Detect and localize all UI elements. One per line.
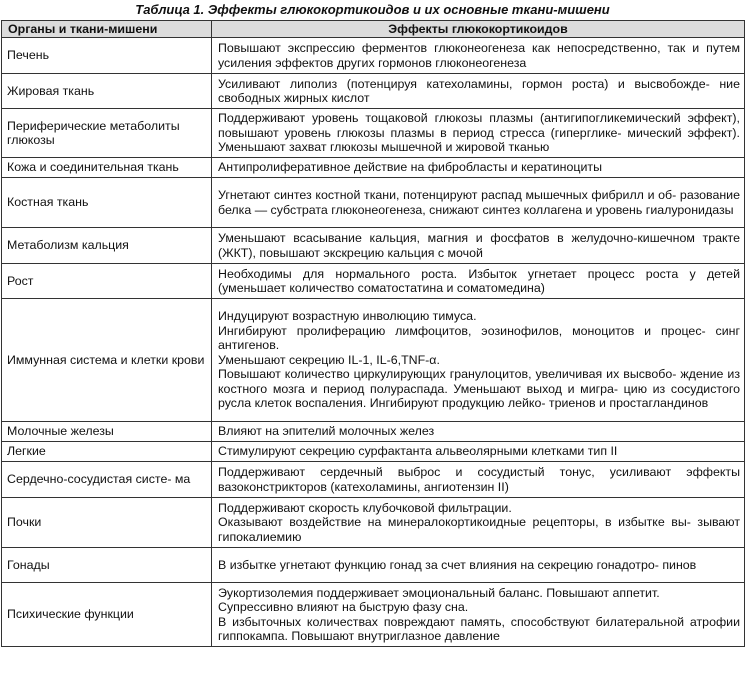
header-effects: Эффекты глюкокортикоидов xyxy=(212,21,745,38)
effect-cell xyxy=(212,583,745,647)
organ-cell: Гонады xyxy=(2,548,212,583)
effect-cell: В избытке угнетают функцию гонад за счет влияния на секрецию гонадотро- пинов xyxy=(212,548,745,583)
table-row xyxy=(2,264,745,299)
glucocorticoid-effects-table xyxy=(1,20,745,647)
table-row xyxy=(2,228,745,264)
effect-cell: Стимулируют секрецию сурфактанта альвеолярными клетками тип II xyxy=(212,442,745,462)
effect-line: Уменьшают секрецию IL-1, IL-6,TNF-α. xyxy=(218,352,440,367)
table-row xyxy=(2,109,745,158)
organ-cell: Сердечно-сосудистая систе- ма xyxy=(2,462,212,498)
organ-cell: Легкие xyxy=(2,442,212,462)
table-row xyxy=(2,442,745,462)
effect-cell: Антипролиферативное действие на фибробласты и кератиноциты xyxy=(212,158,745,178)
effect-cell xyxy=(212,299,745,422)
organ-cell: Иммунная система и клетки крови xyxy=(2,299,212,422)
table-row xyxy=(2,74,745,109)
table-row xyxy=(2,299,745,422)
effect-cell: Угнетают синтез костной ткани, потенцируют распад мышечных фибрилл и об- разование белка — субстрата глюконеогенеза, снижают синтез коллагена и уровень гиалуронидазы xyxy=(212,178,745,228)
table-row xyxy=(2,462,745,498)
effect-cell xyxy=(212,498,745,548)
table-row xyxy=(2,178,745,228)
table-caption: Таблица 1. Эффекты глюкокортикоидов и их основные ткани-мишени xyxy=(135,2,610,17)
effect-line: Супрессивно влияют на быструю фазу сна. xyxy=(218,600,469,614)
table-row xyxy=(2,422,745,442)
organ-cell: Почки xyxy=(2,498,212,548)
table-row xyxy=(2,583,745,647)
header-organs: Органы и ткани-мишени xyxy=(2,21,212,38)
effect-cell: Повышают экспрессию ферментов глюконеогенеза как непосредственно, так и путем усиления эффектов других гормонов глюконеогенеза xyxy=(212,38,745,74)
effect-line: Оказывают воздействие на минералокортикоидные рецепторы, в избытке вы- зывают гипокалиемию xyxy=(218,515,740,544)
table-row xyxy=(2,548,745,583)
effect-cell: Влияют на эпителий молочных желез xyxy=(212,422,745,442)
table-row xyxy=(2,38,745,74)
header-row xyxy=(2,21,745,38)
organ-cell: Печень xyxy=(2,38,212,74)
effect-line: Поддерживают скорость клубочковой фильтрации. xyxy=(218,500,512,515)
organ-cell: Рост xyxy=(2,264,212,299)
effect-line: Ингибируют пролиферацию лимфоцитов, эозинофилов, моноцитов и процес- синг антигенов. xyxy=(218,323,740,353)
effect-cell: Поддерживают сердечный выброс и сосудистый тонус, усиливают эффекты вазоконстрикторов (катехоламины, ангиотензин II) xyxy=(212,462,745,498)
organ-cell: Жировая ткань xyxy=(2,74,212,109)
organ-cell: Психические функции xyxy=(2,583,212,647)
organ-cell: Молочные железы xyxy=(2,422,212,442)
effect-line: В избыточных количествах повреждают память, способствуют билатеральной атрофии гиппокампа. Повышают внутриглазное давление xyxy=(218,614,740,643)
effect-line: Повышают количество циркулирующих гранулоцитов, увеличивая их высвобо- ждение из костного мозга и период полураспада. Уменьшают выход и мигра- цию из сосудистого русла клеток воспаления. Ингибируют продукцию лейко- триенов и простагландинов xyxy=(218,367,740,411)
organ-cell: Периферические метаболиты глюкозы xyxy=(2,109,212,158)
effect-cell: Усиливают липолиз (потенцируя катехоламины, гормон роста) и высвобожде- ние свободных жирных кислот xyxy=(212,74,745,109)
effect-cell: Уменьшают всасывание кальция, магния и фосфатов в желудочно-кишечном тракте (ЖКТ), повышают экскрецию кальция с мочой xyxy=(212,228,745,264)
table-row xyxy=(2,498,745,548)
organ-cell: Костная ткань xyxy=(2,178,212,228)
table-row xyxy=(2,158,745,178)
effect-line: Эукортизолемия поддерживает эмоциональный баланс. Повышают аппетит. xyxy=(218,585,660,600)
effect-cell: Необходимы для нормального роста. Избыток угнетает процесс роста у детей (уменьшает количество соматостатина и соматомедина) xyxy=(212,264,745,299)
organ-cell: Метаболизм кальция xyxy=(2,228,212,264)
organ-cell: Кожа и соединительная ткань xyxy=(2,158,212,178)
effect-cell: Поддерживают уровень тощаковой глюкозы плазмы (антигипогликемический эффект), повышают уровень глюкозы плазмы в период стресса (гипергликe- мический эффект). Уменьшают захват глюкозы мышечной и жировой тканью xyxy=(212,109,745,158)
effect-line: Индуцируют возрастную инволюцию тимуса. xyxy=(218,309,477,324)
